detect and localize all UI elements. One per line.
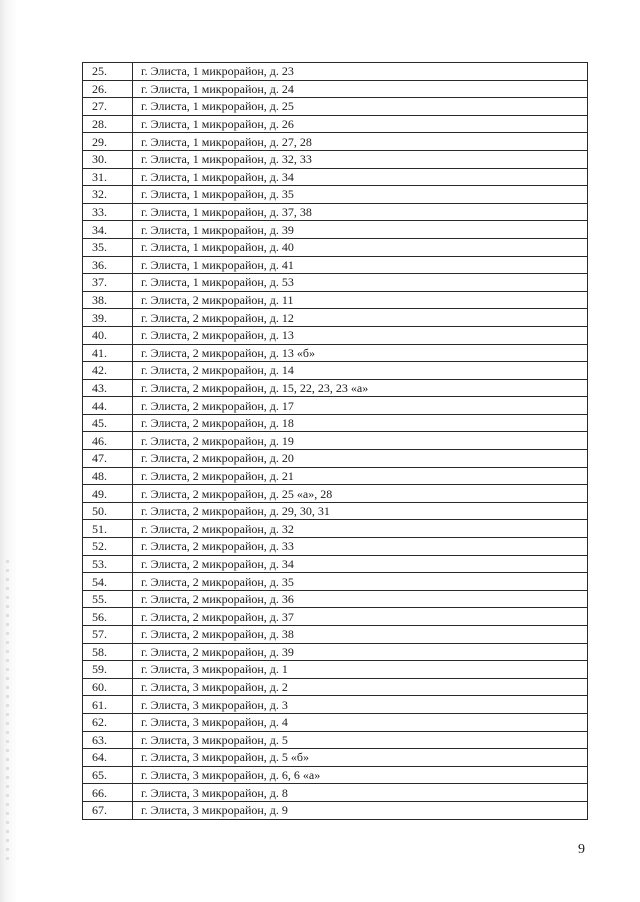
row-address: г. Элиста, 3 микрорайон, д. 8 bbox=[133, 784, 588, 802]
table-row bbox=[83, 256, 588, 274]
row-address: г. Элиста, 1 микрорайон, д. 35 bbox=[133, 186, 588, 204]
row-address: г. Элиста, 2 микрорайон, д. 29, 30, 31 bbox=[133, 502, 588, 520]
table-row bbox=[83, 238, 588, 256]
row-number: 49. bbox=[83, 485, 133, 503]
row-number: 39. bbox=[83, 309, 133, 327]
row-address: г. Элиста, 1 микрорайон, д. 27, 28 bbox=[133, 133, 588, 151]
table-row bbox=[83, 450, 588, 468]
table-row bbox=[83, 731, 588, 749]
row-address: г. Элиста, 2 микрорайон, д. 34 bbox=[133, 555, 588, 573]
row-address: г. Элиста, 3 микрорайон, д. 2 bbox=[133, 678, 588, 696]
row-address: г. Элиста, 3 микрорайон, д. 3 bbox=[133, 696, 588, 714]
row-number: 55. bbox=[83, 590, 133, 608]
row-number: 30. bbox=[83, 150, 133, 168]
table-row bbox=[83, 80, 588, 98]
row-number: 63. bbox=[83, 731, 133, 749]
row-address: г. Элиста, 1 микрорайон, д. 32, 33 bbox=[133, 150, 588, 168]
row-address: г. Элиста, 2 микрорайон, д. 12 bbox=[133, 309, 588, 327]
row-number: 28. bbox=[83, 115, 133, 133]
table-row bbox=[83, 713, 588, 731]
table-row bbox=[83, 678, 588, 696]
table-row bbox=[83, 326, 588, 344]
table-row bbox=[83, 661, 588, 679]
table-row bbox=[83, 98, 588, 116]
row-address: г. Элиста, 3 микрорайон, д. 1 bbox=[133, 661, 588, 679]
row-address: г. Элиста, 1 микрорайон, д. 53 bbox=[133, 274, 588, 292]
row-number: 38. bbox=[83, 291, 133, 309]
row-address: г. Элиста, 2 микрорайон, д. 38 bbox=[133, 626, 588, 644]
row-address: г. Элиста, 2 микрорайон, д. 19 bbox=[133, 432, 588, 450]
table-row bbox=[83, 573, 588, 591]
row-number: 53. bbox=[83, 555, 133, 573]
row-address: г. Элиста, 2 микрорайон, д. 13 «б» bbox=[133, 344, 588, 362]
row-number: 67. bbox=[83, 801, 133, 819]
table-row bbox=[83, 344, 588, 362]
table-row bbox=[83, 643, 588, 661]
row-number: 62. bbox=[83, 713, 133, 731]
row-number: 29. bbox=[83, 133, 133, 151]
row-address: г. Элиста, 2 микрорайон, д. 17 bbox=[133, 397, 588, 415]
row-address: г. Элиста, 2 микрорайон, д. 13 bbox=[133, 326, 588, 344]
row-address: г. Элиста, 2 микрорайон, д. 25 «а», 28 bbox=[133, 485, 588, 503]
row-number: 54. bbox=[83, 573, 133, 591]
row-number: 37. bbox=[83, 274, 133, 292]
row-number: 64. bbox=[83, 749, 133, 767]
row-number: 26. bbox=[83, 80, 133, 98]
table-row bbox=[83, 291, 588, 309]
row-address: г. Элиста, 3 микрорайон, д. 9 bbox=[133, 801, 588, 819]
row-address: г. Элиста, 1 микрорайон, д. 40 bbox=[133, 238, 588, 256]
row-address: г. Элиста, 2 микрорайон, д. 18 bbox=[133, 414, 588, 432]
row-address: г. Элиста, 2 микрорайон, д. 33 bbox=[133, 538, 588, 556]
row-address: г. Элиста, 1 микрорайон, д. 24 bbox=[133, 80, 588, 98]
table-row bbox=[83, 432, 588, 450]
row-address: г. Элиста, 1 микрорайон, д. 23 bbox=[133, 63, 588, 81]
row-address: г. Элиста, 1 микрорайон, д. 25 bbox=[133, 98, 588, 116]
row-number: 32. bbox=[83, 186, 133, 204]
row-number: 43. bbox=[83, 379, 133, 397]
row-number: 41. bbox=[83, 344, 133, 362]
table-row bbox=[83, 467, 588, 485]
row-address: г. Элиста, 2 микрорайон, д. 32 bbox=[133, 520, 588, 538]
row-number: 58. bbox=[83, 643, 133, 661]
table-row bbox=[83, 186, 588, 204]
table-row bbox=[83, 397, 588, 415]
row-address: г. Элиста, 1 микрорайон, д. 34 bbox=[133, 168, 588, 186]
table-row bbox=[83, 502, 588, 520]
table-row bbox=[83, 555, 588, 573]
page-number: 9 bbox=[578, 842, 585, 857]
row-number: 57. bbox=[83, 626, 133, 644]
address-table-body bbox=[83, 63, 588, 820]
table-row bbox=[83, 801, 588, 819]
row-address: г. Элиста, 2 микрорайон, д. 37 bbox=[133, 608, 588, 626]
row-address: г. Элиста, 1 микрорайон, д. 37, 38 bbox=[133, 203, 588, 221]
table-row bbox=[83, 485, 588, 503]
row-number: 59. bbox=[83, 661, 133, 679]
row-number: 27. bbox=[83, 98, 133, 116]
row-number: 33. bbox=[83, 203, 133, 221]
row-address: г. Элиста, 2 микрорайон, д. 21 bbox=[133, 467, 588, 485]
row-number: 35. bbox=[83, 238, 133, 256]
row-address: г. Элиста, 2 микрорайон, д. 11 bbox=[133, 291, 588, 309]
table-row bbox=[83, 749, 588, 767]
table-row bbox=[83, 274, 588, 292]
row-address: г. Элиста, 2 микрорайон, д. 14 bbox=[133, 362, 588, 380]
table-row bbox=[83, 115, 588, 133]
row-address: г. Элиста, 1 микрорайон, д. 41 bbox=[133, 256, 588, 274]
table-row bbox=[83, 203, 588, 221]
row-number: 48. bbox=[83, 467, 133, 485]
row-address: г. Элиста, 2 микрорайон, д. 39 bbox=[133, 643, 588, 661]
table-row bbox=[83, 379, 588, 397]
row-number: 46. bbox=[83, 432, 133, 450]
row-address: г. Элиста, 2 микрорайон, д. 36 bbox=[133, 590, 588, 608]
table-row bbox=[83, 520, 588, 538]
row-address: г. Элиста, 3 микрорайон, д. 6, 6 «а» bbox=[133, 766, 588, 784]
row-number: 31. bbox=[83, 168, 133, 186]
row-number: 50. bbox=[83, 502, 133, 520]
row-address: г. Элиста, 2 микрорайон, д. 35 bbox=[133, 573, 588, 591]
table-row bbox=[83, 626, 588, 644]
row-number: 25. bbox=[83, 63, 133, 81]
row-number: 40. bbox=[83, 326, 133, 344]
table-row bbox=[83, 590, 588, 608]
row-address: г. Элиста, 2 микрорайон, д. 20 bbox=[133, 450, 588, 468]
scan-edge-shadow bbox=[0, 0, 18, 902]
row-number: 60. bbox=[83, 678, 133, 696]
row-number: 61. bbox=[83, 696, 133, 714]
table-row bbox=[83, 309, 588, 327]
row-number: 66. bbox=[83, 784, 133, 802]
row-number: 34. bbox=[83, 221, 133, 239]
table-row bbox=[83, 150, 588, 168]
table-row bbox=[83, 63, 588, 81]
row-number: 56. bbox=[83, 608, 133, 626]
row-address: г. Элиста, 3 микрорайон, д. 5 «б» bbox=[133, 749, 588, 767]
row-number: 44. bbox=[83, 397, 133, 415]
table-row bbox=[83, 168, 588, 186]
row-address: г. Элиста, 1 микрорайон, д. 26 bbox=[133, 115, 588, 133]
table-row bbox=[83, 133, 588, 151]
row-number: 47. bbox=[83, 450, 133, 468]
row-number: 51. bbox=[83, 520, 133, 538]
table-row bbox=[83, 608, 588, 626]
row-number: 42. bbox=[83, 362, 133, 380]
row-number: 52. bbox=[83, 538, 133, 556]
table-row bbox=[83, 362, 588, 380]
row-address: г. Элиста, 1 микрорайон, д. 39 bbox=[133, 221, 588, 239]
table-row bbox=[83, 538, 588, 556]
table-row bbox=[83, 766, 588, 784]
table-row bbox=[83, 784, 588, 802]
row-number: 36. bbox=[83, 256, 133, 274]
table-row bbox=[83, 696, 588, 714]
row-address: г. Элиста, 3 микрорайон, д. 5 bbox=[133, 731, 588, 749]
table-row bbox=[83, 414, 588, 432]
row-address: г. Элиста, 2 микрорайон, д. 15, 22, 23, 23 «а» bbox=[133, 379, 588, 397]
address-table bbox=[82, 62, 588, 820]
table-row bbox=[83, 221, 588, 239]
row-address: г. Элиста, 3 микрорайон, д. 4 bbox=[133, 713, 588, 731]
row-number: 65. bbox=[83, 766, 133, 784]
row-number: 45. bbox=[83, 414, 133, 432]
